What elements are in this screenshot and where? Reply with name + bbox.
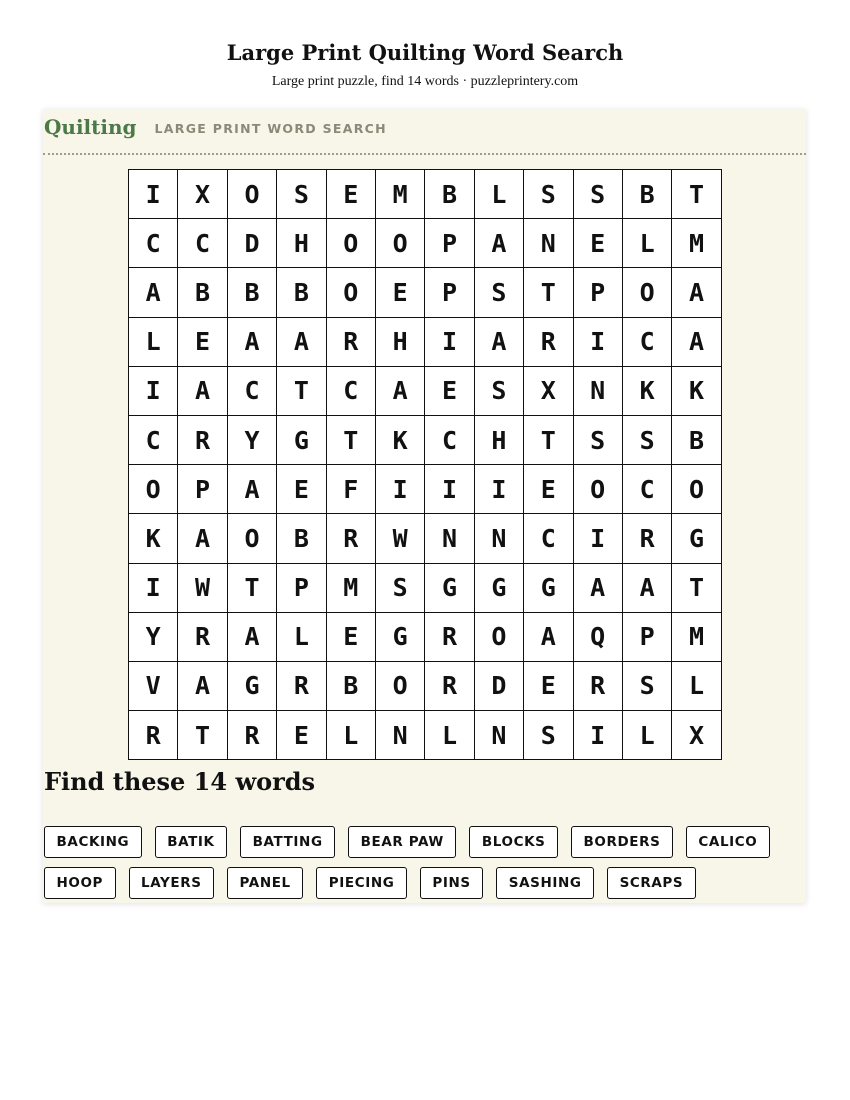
grid-cell[interactable]: R	[573, 661, 622, 710]
grid-cell[interactable]: E	[524, 465, 573, 514]
grid-cell[interactable]: R	[277, 661, 326, 710]
grid-cell[interactable]: I	[129, 563, 178, 612]
word-chip: BEAR PAW	[348, 826, 456, 858]
grid-row	[129, 514, 722, 563]
grid-cell[interactable]: A	[672, 268, 721, 317]
grid-cell[interactable]: C	[129, 219, 178, 268]
grid-cell[interactable]: X	[672, 711, 721, 760]
word-bank-heading: Find these 14 words	[44, 767, 316, 796]
grid-cell[interactable]: I	[425, 465, 474, 514]
grid-cell[interactable]: R	[326, 514, 375, 563]
grid-cell[interactable]: T	[524, 415, 573, 464]
grid-cell[interactable]: K	[622, 366, 671, 415]
puzzle-card	[43, 109, 806, 903]
grid-cell[interactable]: R	[524, 317, 573, 366]
grid-cell[interactable]: A	[672, 317, 721, 366]
grid-cell[interactable]: O	[672, 465, 721, 514]
grid-cell[interactable]: O	[227, 514, 276, 563]
word-chip: PIECING	[316, 867, 407, 899]
grid-cell[interactable]: P	[622, 612, 671, 661]
word-chip: SASHING	[496, 867, 594, 899]
grid-cell[interactable]: O	[573, 465, 622, 514]
word-chip: PINS	[420, 867, 483, 899]
grid-cell[interactable]: P	[425, 268, 474, 317]
grid-cell[interactable]: C	[524, 514, 573, 563]
grid-cell[interactable]: A	[277, 317, 326, 366]
grid-cell[interactable]: S	[375, 563, 424, 612]
grid-cell[interactable]: O	[326, 268, 375, 317]
grid-cell[interactable]: A	[227, 465, 276, 514]
grid-cell[interactable]: K	[129, 514, 178, 563]
grid-cell[interactable]: O	[474, 612, 523, 661]
grid-cell[interactable]: N	[524, 219, 573, 268]
grid-cell[interactable]: W	[178, 563, 227, 612]
grid-cell[interactable]: C	[622, 465, 671, 514]
grid-cell[interactable]: L	[622, 711, 671, 760]
grid-cell[interactable]: S	[524, 711, 573, 760]
grid-cell[interactable]: H	[375, 317, 424, 366]
grid-cell[interactable]: K	[375, 415, 424, 464]
grid-cell[interactable]: E	[425, 366, 474, 415]
grid-cell[interactable]: E	[375, 268, 424, 317]
grid-cell[interactable]: O	[227, 170, 276, 219]
grid-cell[interactable]: E	[573, 219, 622, 268]
grid-cell[interactable]: A	[474, 317, 523, 366]
grid-cell[interactable]: S	[474, 268, 523, 317]
grid-cell[interactable]: B	[227, 268, 276, 317]
grid-cell[interactable]: K	[672, 366, 721, 415]
grid-cell[interactable]: S	[573, 170, 622, 219]
grid-cell[interactable]: R	[425, 612, 474, 661]
word-chip: CALICO	[686, 826, 770, 858]
grid-cell[interactable]: C	[227, 366, 276, 415]
word-chip: LAYERS	[129, 867, 214, 899]
grid-cell[interactable]: G	[227, 661, 276, 710]
grid-cell[interactable]: S	[524, 170, 573, 219]
grid-cell[interactable]: A	[524, 612, 573, 661]
grid-cell[interactable]: A	[178, 661, 227, 710]
grid-cell[interactable]: G	[375, 612, 424, 661]
word-chip: BACKING	[44, 826, 142, 858]
grid-cell[interactable]: A	[178, 514, 227, 563]
grid-cell[interactable]: V	[129, 661, 178, 710]
grid-cell[interactable]: R	[129, 711, 178, 760]
grid-cell[interactable]: B	[326, 661, 375, 710]
grid-cell[interactable]: A	[474, 219, 523, 268]
page-header	[0, 0, 850, 92]
word-chip: BATTING	[240, 826, 335, 858]
grid-cell[interactable]: H	[474, 415, 523, 464]
grid-cell[interactable]: T	[326, 415, 375, 464]
grid-cell[interactable]: T	[672, 170, 721, 219]
grid-cell[interactable]: Y	[129, 612, 178, 661]
grid-row	[129, 170, 722, 219]
grid-cell[interactable]: M	[672, 219, 721, 268]
word-chip: BATIK	[155, 826, 227, 858]
grid-cell[interactable]: I	[129, 366, 178, 415]
grid-cell[interactable]: D	[227, 219, 276, 268]
grid-cell[interactable]: C	[425, 415, 474, 464]
grid-cell[interactable]: L	[622, 219, 671, 268]
grid-cell[interactable]: B	[425, 170, 474, 219]
grid-cell[interactable]: E	[326, 170, 375, 219]
grid-cell[interactable]: I	[129, 170, 178, 219]
grid-cell[interactable]: Q	[573, 612, 622, 661]
grid-cell[interactable]: I	[573, 711, 622, 760]
grid-cell[interactable]: L	[277, 612, 326, 661]
grid-cell[interactable]: R	[178, 612, 227, 661]
grid-row	[129, 219, 722, 268]
grid-cell[interactable]: B	[277, 268, 326, 317]
grid-cell[interactable]: C	[178, 219, 227, 268]
grid-cell[interactable]: T	[277, 366, 326, 415]
grid-cell[interactable]: S	[474, 366, 523, 415]
word-chip: BLOCKS	[469, 826, 558, 858]
grid-cell[interactable]: N	[375, 711, 424, 760]
grid-cell[interactable]: R	[178, 415, 227, 464]
grid-cell[interactable]: O	[375, 661, 424, 710]
grid-cell[interactable]: T	[227, 563, 276, 612]
grid-row	[129, 711, 722, 760]
grid-row	[129, 317, 722, 366]
grid-cell[interactable]: X	[524, 366, 573, 415]
grid-cell[interactable]: H	[277, 219, 326, 268]
grid-cell[interactable]: L	[129, 317, 178, 366]
grid-cell[interactable]: A	[573, 563, 622, 612]
grid-row	[129, 661, 722, 710]
page-title: Large Print Quilting Word Search	[226, 40, 624, 65]
grid-cell[interactable]: E	[326, 612, 375, 661]
grid-row	[129, 366, 722, 415]
grid-cell[interactable]: G	[277, 415, 326, 464]
grid-cell[interactable]: A	[129, 268, 178, 317]
grid-cell[interactable]: Y	[227, 415, 276, 464]
word-chip: BORDERS	[571, 826, 673, 858]
grid-cell[interactable]: O	[326, 219, 375, 268]
grid-cell[interactable]: R	[425, 661, 474, 710]
grid-cell[interactable]: I	[425, 317, 474, 366]
grid-cell[interactable]: L	[672, 661, 721, 710]
grid-cell[interactable]: A	[375, 366, 424, 415]
grid-cell[interactable]: M	[672, 612, 721, 661]
grid-cell[interactable]: A	[178, 366, 227, 415]
grid-cell[interactable]: E	[277, 711, 326, 760]
grid-cell[interactable]: B	[622, 170, 671, 219]
grid-cell[interactable]: E	[277, 465, 326, 514]
grid-cell[interactable]: B	[277, 514, 326, 563]
grid-cell[interactable]: S	[573, 415, 622, 464]
grid-cell[interactable]: G	[672, 514, 721, 563]
grid-cell[interactable]: T	[524, 268, 573, 317]
grid-row	[129, 563, 722, 612]
word-bank	[44, 826, 784, 899]
grid-cell[interactable]: A	[227, 317, 276, 366]
card-kicker: LARGE PRINT WORD SEARCH	[154, 120, 387, 136]
grid-cell[interactable]: I	[573, 317, 622, 366]
grid-cell[interactable]: S	[277, 170, 326, 219]
grid-cell[interactable]: T	[672, 563, 721, 612]
grid-cell[interactable]: D	[474, 661, 523, 710]
grid-cell[interactable]: T	[178, 711, 227, 760]
grid-cell[interactable]: M	[326, 563, 375, 612]
grid-cell[interactable]: O	[622, 268, 671, 317]
grid-cell[interactable]: R	[326, 317, 375, 366]
grid-cell[interactable]: I	[474, 465, 523, 514]
grid-cell[interactable]: O	[375, 219, 424, 268]
grid-row	[129, 268, 722, 317]
grid-row	[129, 612, 722, 661]
grid-cell[interactable]: N	[573, 366, 622, 415]
grid-row	[129, 465, 722, 514]
grid-cell[interactable]: O	[129, 465, 178, 514]
grid-cell[interactable]: P	[277, 563, 326, 612]
grid-cell[interactable]: C	[622, 317, 671, 366]
grid-cell[interactable]: B	[672, 415, 721, 464]
grid-cell[interactable]: G	[425, 563, 474, 612]
grid-cell[interactable]: P	[573, 268, 622, 317]
grid-cell[interactable]: L	[474, 170, 523, 219]
grid-cell[interactable]: A	[622, 563, 671, 612]
card-title: Quilting	[44, 115, 137, 139]
grid-cell[interactable]: I	[573, 514, 622, 563]
grid-cell[interactable]: E	[524, 661, 573, 710]
word-chip: PANEL	[227, 867, 303, 899]
grid-cell[interactable]: I	[375, 465, 424, 514]
grid-cell[interactable]: E	[178, 317, 227, 366]
grid-cell[interactable]: L	[326, 711, 375, 760]
grid-cell[interactable]: R	[622, 514, 671, 563]
grid-cell[interactable]: P	[425, 219, 474, 268]
letter-grid	[128, 169, 722, 760]
grid-cell[interactable]: R	[227, 711, 276, 760]
grid-cell[interactable]: N	[474, 514, 523, 563]
grid-cell[interactable]: G	[524, 563, 573, 612]
grid-cell[interactable]: S	[622, 661, 671, 710]
page-subtitle: Large print puzzle, find 14 words · puzzleprintery.com	[271, 74, 579, 89]
grid-cell[interactable]: G	[474, 563, 523, 612]
word-chip: SCRAPS	[607, 867, 696, 899]
grid-cell[interactable]: N	[425, 514, 474, 563]
grid-cell[interactable]: X	[178, 170, 227, 219]
grid-cell[interactable]: B	[178, 268, 227, 317]
grid-cell[interactable]: L	[425, 711, 474, 760]
grid-cell[interactable]: C	[129, 415, 178, 464]
grid-cell[interactable]: M	[375, 170, 424, 219]
grid-cell[interactable]: A	[227, 612, 276, 661]
card-header	[43, 109, 806, 155]
grid-cell[interactable]: N	[474, 711, 523, 760]
word-chip: HOOP	[44, 867, 116, 899]
grid-cell[interactable]: P	[178, 465, 227, 514]
grid-cell[interactable]: S	[622, 415, 671, 464]
grid-cell[interactable]: W	[375, 514, 424, 563]
grid-cell[interactable]: F	[326, 465, 375, 514]
grid-cell[interactable]: C	[326, 366, 375, 415]
grid-row	[129, 415, 722, 464]
